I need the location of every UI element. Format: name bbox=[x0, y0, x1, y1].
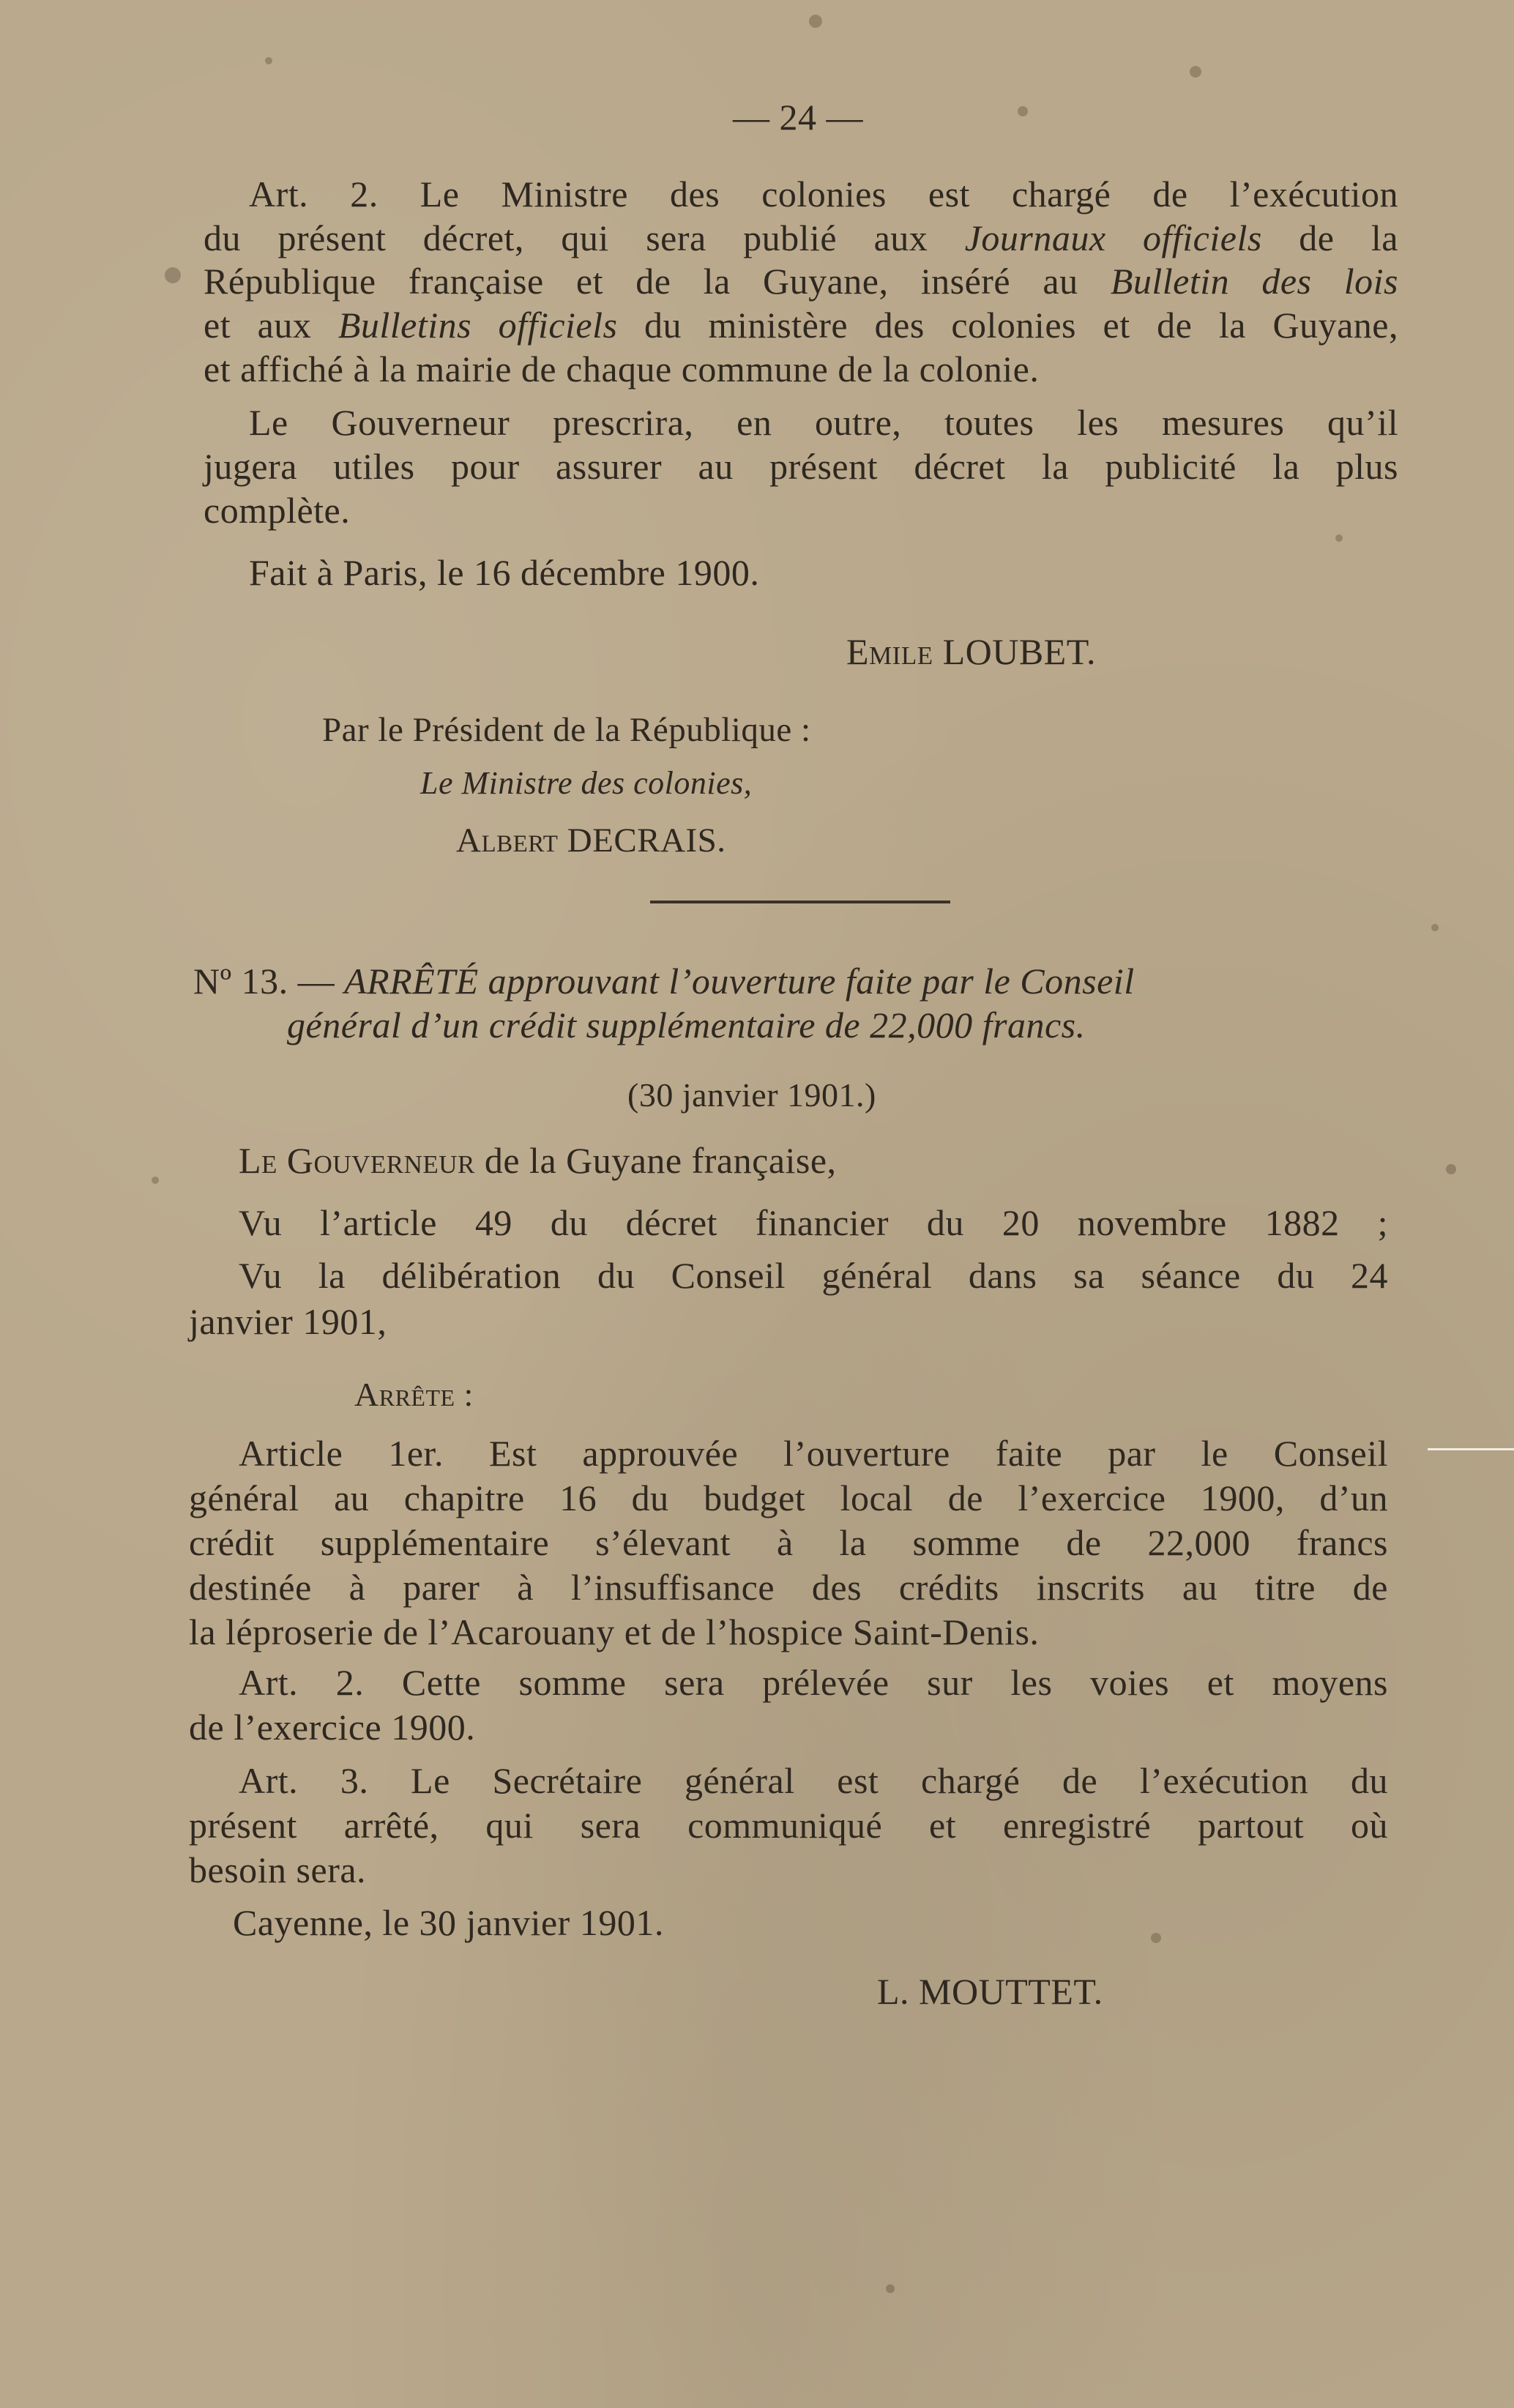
arrete-place-date: Cayenne, le 30 janvier 1901. bbox=[233, 1902, 664, 1943]
ink-spot bbox=[1151, 1933, 1161, 1943]
article1-line-5: la léproserie de l’Acarouany et de l’hospice Saint-Denis. bbox=[189, 1611, 1040, 1652]
decree-governor-line-2: jugera utiles pour assurer au présent décret la publicité la plus bbox=[204, 446, 1398, 487]
separator-rule bbox=[650, 901, 950, 903]
ink-spot bbox=[152, 1177, 159, 1184]
decree-art2-line-1 bbox=[249, 172, 1398, 216]
arrete-signature: L. MOUTTET. bbox=[877, 1971, 1103, 2012]
article1-line-1: Article 1er. Est approuvée l’ouverture faite par le Conseil bbox=[239, 1433, 1388, 1474]
article1-line-2: général au chapitre 16 du budget local de l’exercice 1900, d’un bbox=[189, 1477, 1388, 1518]
decree-governor-line-3: complète. bbox=[204, 490, 351, 531]
arrete-number: Nº 13. — bbox=[193, 961, 345, 1002]
governor-title: Le Gouverneur bbox=[239, 1140, 475, 1181]
minister-title: Le Ministre des colonies, bbox=[420, 765, 753, 801]
arrete-intro bbox=[239, 1138, 837, 1182]
arrete-label: Arrête : bbox=[354, 1376, 474, 1413]
ink-spot bbox=[886, 2284, 895, 2293]
article1-line-4: destinée à parer à l’insuffisance des crédits inscrits au titre de bbox=[189, 1567, 1388, 1608]
arrete-title: ARRÊTÉ approuvant l’ouverture faite par le Conseil bbox=[344, 961, 1135, 1002]
decree-governor-line-1: Le Gouverneur prescrira, en outre, toutes les mesures qu’il bbox=[249, 402, 1398, 443]
by-president: Par le Président de la République : bbox=[322, 711, 811, 749]
minister-name: Albert DECRAIS. bbox=[456, 821, 726, 860]
decree-art2-line-3 bbox=[204, 259, 1398, 303]
text-run: et affiché à la mairie de chaque commune de la colonie. bbox=[204, 348, 1040, 389]
vu-line-3: janvier 1901, bbox=[189, 1301, 387, 1342]
italic-run: Journaux officiels bbox=[964, 217, 1262, 258]
ink-spot bbox=[809, 15, 822, 28]
article1-line-3: crédit supplémentaire s’élevant à la somme de 22,000 francs bbox=[189, 1522, 1388, 1563]
article2-line-1: Art. 2. Cette somme sera prélevée sur les voies et moyens bbox=[239, 1662, 1388, 1703]
text-run: de la Guyane française, bbox=[474, 1140, 837, 1181]
decree-art2-line-4 bbox=[204, 303, 1398, 347]
ink-spot bbox=[1431, 924, 1439, 931]
ink-spot bbox=[1190, 66, 1201, 78]
ink-spot bbox=[1446, 1164, 1456, 1174]
arrete-date: (30 janvier 1901.) bbox=[627, 1076, 876, 1114]
arrete-heading-line-1 bbox=[193, 959, 1135, 1003]
arrete-heading-line-2: général d’un crédit supplémentaire de 22,000 francs. bbox=[287, 1004, 1086, 1045]
text-run: du présent décret, qui sera publié aux bbox=[204, 217, 965, 258]
decree-art2-line-5 bbox=[204, 347, 1039, 391]
article3-line-3: besoin sera. bbox=[189, 1849, 367, 1890]
italic-run: Bulletins officiels bbox=[338, 305, 618, 346]
article2-line-2: de l’exercice 1900. bbox=[189, 1707, 476, 1748]
ink-spot bbox=[165, 267, 181, 283]
text-run: République française et de la Guyane, inséré au bbox=[204, 261, 1111, 302]
scan-scratch bbox=[1428, 1448, 1514, 1450]
article3-line-1: Art. 3. Le Secrétaire général est chargé de l’exécution du bbox=[239, 1760, 1388, 1801]
page-number: — 24 — bbox=[733, 97, 863, 138]
text-run: Art. 2. Le Ministre des colonies est chargé de l’exécution bbox=[249, 174, 1398, 215]
italic-run: Bulletin des lois bbox=[1110, 261, 1398, 302]
decree-art2-line-2 bbox=[204, 216, 1398, 260]
decree-done-at: Fait à Paris, le 16 décembre 1900. bbox=[249, 552, 760, 593]
text-run: du ministère des colonies et de la Guyane, bbox=[617, 305, 1398, 346]
vu-line-2: Vu la délibération du Conseil général dans sa séance du 24 bbox=[239, 1255, 1388, 1296]
text-run: de la bbox=[1261, 217, 1398, 258]
vu-line-1: Vu l’article 49 du décret financier du 20 novembre 1882 ; bbox=[239, 1202, 1388, 1243]
text-run: et aux bbox=[204, 305, 338, 346]
article3-line-2: présent arrêté, qui sera communiqué et enregistré partout où bbox=[189, 1805, 1388, 1846]
ink-spot bbox=[265, 57, 272, 64]
ink-spot bbox=[1335, 534, 1343, 542]
decree-signature: Emile LOUBET. bbox=[846, 631, 1097, 672]
ink-spot bbox=[1018, 106, 1028, 116]
